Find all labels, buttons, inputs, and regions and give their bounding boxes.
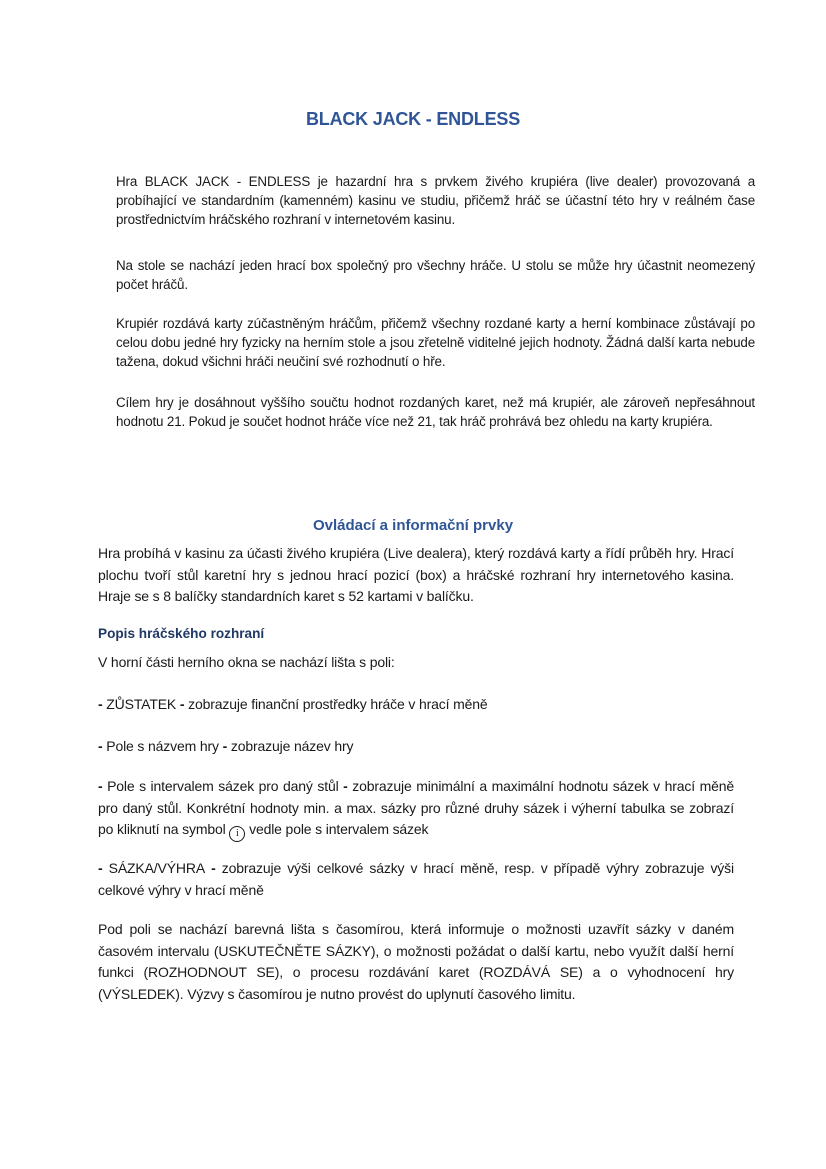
item-separator: - — [338, 778, 353, 794]
item-dash: - — [98, 696, 103, 712]
item-separator: - — [176, 696, 189, 712]
item-separator: - — [218, 738, 231, 754]
item-text-after: vedle pole s intervalem sázek — [249, 821, 429, 837]
interface-item-bet-win — [98, 858, 734, 901]
item-text: zobrazuje finanční prostředky hráče v hrací měně — [188, 696, 488, 712]
timer-bar-description: Pod poli se nachází barevná lišta s časomírou, která informuje o možnosti uzavřít sázky v daném časovém intervalu (USKUTEČNĚTE SÁZKY), o možnosti požádat o další kartu, nebo využít další herní funkci (ROZHODNOUT SE), o procesu rozdávání karet (ROZDÁVÁ SE) a o vyhodnocení hry (VÝSLEDEK). Výzvy s časomírou je nutno provést do uplynutí časového limitu. — [98, 921, 734, 1002]
item-term: ZŮSTATEK — [106, 696, 177, 712]
item-text: zobrazuje výši celkové sázky v hrací měně, resp. v případě výhry zobrazuje výši celkové výhry v hrací měně — [98, 860, 734, 898]
item-text: zobrazuje minimální a maximální hodnotu sázek v hrací měně pro daný stůl. Konkrétní hodnoty min. a max. sázky pro různé druhy sázek i výherní tabulka se zobrazí po kliknutí na symbol — [98, 778, 734, 837]
interface-lead: V horní části herního okna se nachází lišta s poli: — [98, 654, 395, 670]
interface-item-game-name — [98, 736, 734, 758]
intro-paragraph-3: Krupiér rozdává karty zúčastněným hráčům, přičemž všechny rozdané karty a herní kombinace zůstávají po celou dobu jedné hry fyzicky na herním stole a jsou zřetelně viditelné jejich hodnoty. Žádná další karta nebude tažena, dokud všichni hráči neučiní své rozhodnutí o hře. — [116, 316, 755, 369]
document-title: BLACK JACK - ENDLESS — [305, 109, 520, 129]
item-separator: - — [205, 860, 222, 876]
interface-item-bet-range — [98, 776, 734, 842]
interface-subheading: Popis hráčského rozhraní — [98, 626, 265, 641]
item-term: Pole s názvem hry — [106, 738, 219, 754]
intro-paragraph-2: Na stole se nachází jeden hrací box společný pro všechny hráče. U stolu se může hry účastnit neomezený počet hráčů. — [116, 258, 755, 292]
interface-item-balance — [98, 694, 734, 716]
item-dash: - — [98, 738, 103, 754]
item-dash: - — [98, 778, 103, 794]
item-text: zobrazuje název hry — [230, 738, 354, 754]
intro-paragraph-1: Hra BLACK JACK - ENDLESS je hazardní hra s prvkem živého krupiéra (live dealer) provozovaná a probíhající ve standardním (kamenném) kasinu ve studiu, přičemž hráč se účastní této hry v reálném čase prostřednictvím hráčského rozhraní v internetovém kasinu. — [116, 174, 755, 227]
item-term: SÁZKA/VÝHRA — [108, 860, 206, 876]
item-dash: - — [98, 860, 103, 876]
section-heading: Ovládací a informační prvky — [312, 517, 514, 534]
item-term: Pole s intervalem sázek pro daný stůl — [107, 778, 339, 794]
info-circle-icon: i — [229, 826, 245, 842]
intro-paragraph-4: Cílem hry je dosáhnout vyššího součtu hodnot rozdaných karet, než má krupiér, ale zároveň nepřesáhnout hodnotu 21. Pokud je součet hodnot hráče více než 21, tak hráč prohrává bez ohledu na karty krupiéra. — [116, 395, 755, 429]
section-paragraph: Hra probíhá v kasinu za účasti živého krupiéra (Live dealera), který rozdává karty a řídí průběh hry. Hrací plochu tvoří stůl karetní hry s jednou hrací pozicí (box) a hráčské rozhraní hry internetového kasina. Hraje se s 8 balíčky standardních karet s 52 kartami v balíčku. — [98, 545, 734, 604]
